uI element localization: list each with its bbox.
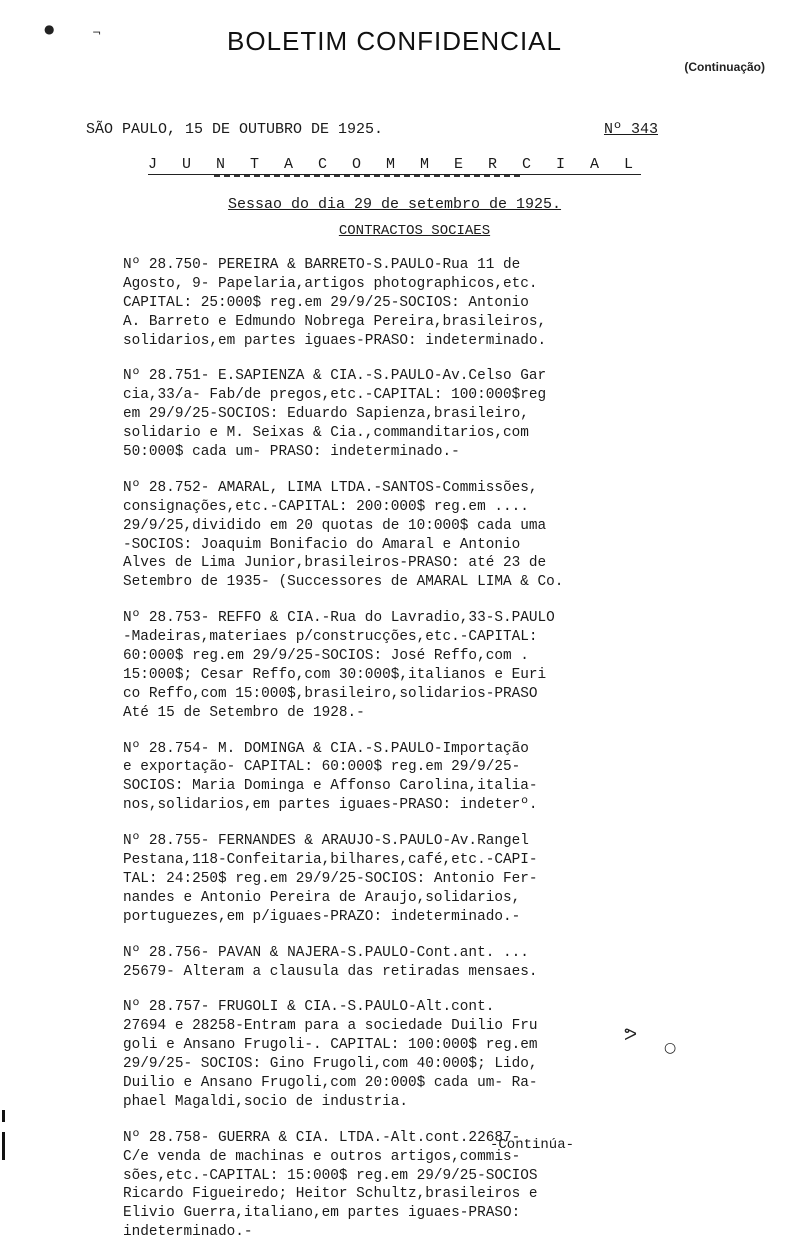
entry-line: 50:000$ cada um- PRASO: indeterminado.- <box>123 444 460 461</box>
entry-line: sões,etc.-CAPITAL: 15:000$ reg.em 29/9/25-SOCIOS <box>123 1167 538 1184</box>
section-heading <box>0 156 789 173</box>
entry-line: Até 15 de Setembro de 1928.- <box>123 704 365 721</box>
subheading-text: CONTRACTOS SOCIAES <box>338 223 491 239</box>
entry-line: 27694 e 28258-Entram para a sociedade Duilio Fru <box>123 1018 538 1035</box>
entry-line: goli e Ansano Frugoli-. CAPITAL: 100:000$ reg.em <box>123 1037 538 1054</box>
entry-line: Nº 28.757- FRUGOLI & CIA.-S.PAULO-Alt.cont. <box>123 999 495 1016</box>
entry-line: Alves de Lima Junior,brasileiros-PRASO: até 23 de <box>123 555 547 572</box>
entry-line: co Reffo,com 15:000$,brasileiro,solidarios-PRASO <box>123 685 538 702</box>
bulletin-title: BOLETIM CONFIDENCIAL <box>227 26 562 56</box>
entry-line: A. Barreto e Edmundo Nobrega Pereira,brasileiros, <box>123 313 547 330</box>
registry-entry <box>123 609 623 722</box>
entries-list <box>123 256 623 1259</box>
scan-edge-mark <box>2 1110 5 1122</box>
entry-line: e exportação- CAPITAL: 60:000$ reg.em 29/9/25- <box>123 759 521 776</box>
registry-entry <box>123 367 623 461</box>
scan-ring-icon: ○ <box>664 1040 677 1056</box>
entry-line: Pestana,118-Confeitaria,bilhares,café,etc.-CAPI- <box>123 852 538 869</box>
entry-line: -Madeiras,materiaes p/construcções,etc.-CAPITAL: <box>123 629 538 646</box>
entry-line: phael Magaldi,socio de industria. <box>123 1093 408 1110</box>
place-date: SÃO PAULO, 15 DE OUTUBRO DE 1925. <box>86 121 384 138</box>
entry-line: Setembro de 1935- (Successores de AMARAL LIMA & Co. <box>123 574 564 591</box>
entry-line: consignações,etc.-CAPITAL: 200:000$ reg.em .... <box>123 498 529 515</box>
entry-line: solidario e M. Seixas & Cia.,commanditarios,com <box>123 425 529 442</box>
entry-line: Nº 28.758- GUERRA & CIA. LTDA.-Alt.cont.22687- <box>123 1129 521 1146</box>
entry-line: Nº 28.752- AMARAL, LIMA LTDA.-SANTOS-Commissões, <box>123 479 538 496</box>
heading-divider <box>214 175 520 180</box>
dateline <box>86 121 658 138</box>
entry-line: portuguezes,em p/iguaes-PRAZO: indeterminado.- <box>123 908 521 925</box>
continues-label: -Continúa- <box>490 1137 575 1153</box>
registry-entry <box>123 256 623 350</box>
entry-line: TAL: 24:250$ reg.em 29/9/25-SOCIOS: Antonio Fer- <box>123 870 538 887</box>
registry-entry <box>123 479 623 592</box>
registry-entry <box>123 740 623 816</box>
session-line <box>0 196 789 213</box>
entry-line: C/e venda de machinas e outros artigos,commis- <box>123 1148 521 1165</box>
entry-line: 29/9/25- SOCIOS: Gino Frugoli,com 40:000$; Lido, <box>123 1056 538 1073</box>
entry-line: Nº 28.755- FERNANDES & ARAUJO-S.PAULO-Av.Rangel <box>123 833 529 850</box>
entry-line: Nº 28.753- REFFO & CIA.-Rua do Lavradio,33-S.PAULO <box>123 610 555 627</box>
entry-line: SOCIOS: Maria Dominga e Affonso Carolina,italia- <box>123 778 538 795</box>
registry-entry <box>123 832 623 926</box>
entry-line: Nº 28.754- M. DOMINGA & CIA.-S.PAULO-Importação <box>123 740 529 757</box>
entry-line: em 29/9/25-SOCIOS: Eduardo Sapienza,brasileiro, <box>123 406 529 423</box>
entry-line: 15:000$; Cesar Reffo,com 30:000$,italianos e Euri <box>123 666 547 683</box>
entry-line: nandes e Antonio Pereira de Araujo,solidarios, <box>123 889 521 906</box>
entry-line: Agosto, 9- Papelaria,artigos photographicos,etc. <box>123 275 538 292</box>
session-text: Sessao do dia 29 de setembro de 1925. <box>227 196 562 213</box>
entry-line: CAPITAL: 25:000$ reg.em 29/9/25-SOCIOS: Antonio <box>123 294 529 311</box>
scan-edge-mark <box>2 1132 5 1160</box>
registry-entry <box>123 998 623 1111</box>
entry-line: cia,33/a- Fab/de pregos,etc.-CAPITAL: 100:000$reg <box>123 387 547 404</box>
entry-line: 29/9/25,dividido em 20 quotas de 10:000$ cada uma <box>123 517 547 534</box>
entry-line: 60:000$ reg.em 29/9/25-SOCIOS: José Reffo,com . <box>123 648 529 665</box>
entry-line: Ricardo Figueiredo; Heitor Schultz,brasileiros e <box>123 1186 538 1203</box>
subheading <box>0 223 789 239</box>
entry-line: indeterminado.- <box>123 1224 253 1241</box>
entry-line: Nº 28.750- PEREIRA & BARRETO-S.PAULO-Rua 11 de <box>123 257 521 273</box>
entry-line: nos,solidarios,em partes iguaes-PRASO: indeterº. <box>123 797 538 814</box>
scan-smudge-icon: ᕗ <box>624 1024 638 1045</box>
entry-line: solidarios,em partes iguaes-PRASO: indeterminado. <box>123 332 547 349</box>
entry-line: Nº 28.756- PAVAN & NAJERA-S.PAULO-Cont.ant. ... <box>123 944 529 961</box>
scan-speck-icon: ¬ <box>92 26 102 39</box>
bulletin-number: Nº 343 <box>603 121 658 138</box>
entry-line: 25679- Alteram a clausula das retiradas mensaes. <box>123 963 538 980</box>
entry-line: Duilio e Ansano Frugoli,com 20:000$ cada um- Ra- <box>123 1074 538 1091</box>
entry-line: Nº 28.751- E.SAPIENZA & CIA.-S.PAULO-Av.Celso Gar <box>123 368 547 385</box>
entry-line: Elivio Guerra,italiano,em partes iguaes-PRASO: <box>123 1205 521 1222</box>
registry-entry <box>123 944 623 982</box>
section-heading-text: J U N T A C O M M E R C I A L <box>147 156 642 173</box>
continuation-label: (Continuação) <box>684 60 765 74</box>
scan-speck-icon: ● <box>44 22 55 36</box>
entry-line: -SOCIOS: Joaquim Bonifacio do Amaral e Antonio <box>123 536 521 553</box>
